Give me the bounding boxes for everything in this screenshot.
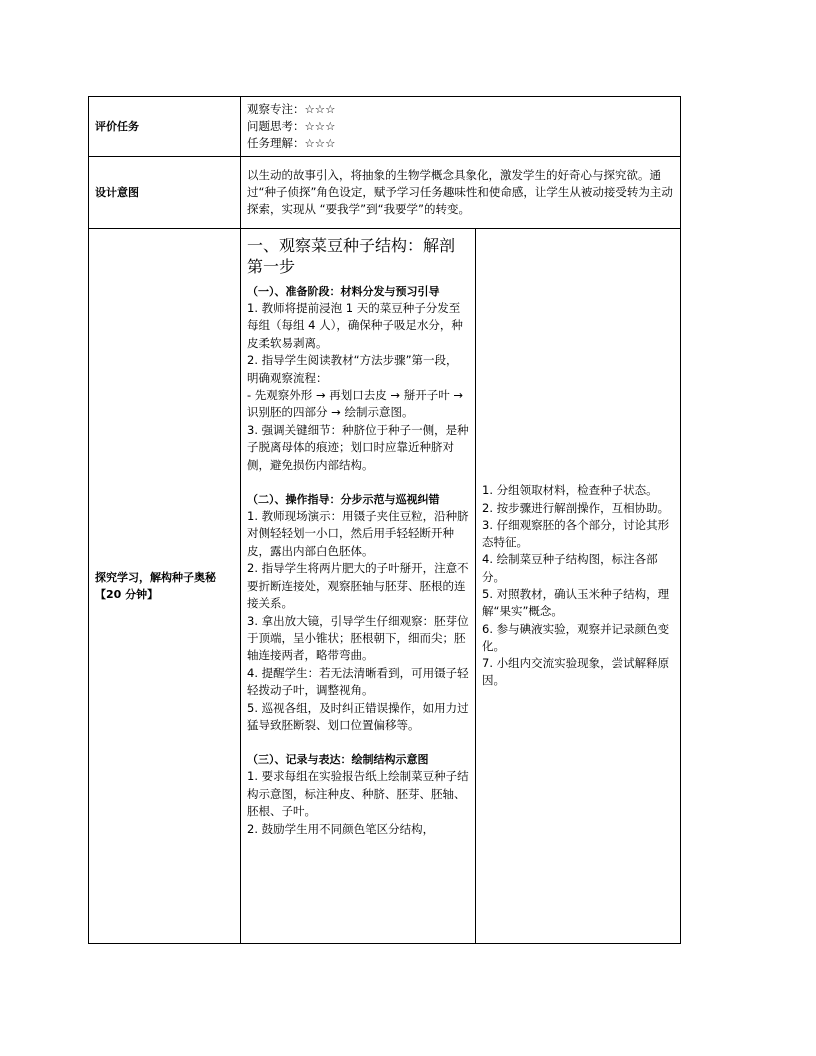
eval-item-understanding: 任务理解：☆☆☆ xyxy=(247,136,336,150)
record-item: 1. 要求每组在实验报告纸上绘制菜豆种子结构示意图，标注种皮、种脐、胚芽、胚轴、胚根、子叶。 xyxy=(247,769,469,819)
guide-item: 1. 教师现场演示：用镊子夹住豆粒，沿种脐对侧轻轻划一小口，然后用手轻轻断开种皮，露出内部白色胚体。 xyxy=(247,509,469,558)
lesson-plan-table xyxy=(88,96,681,944)
record-item: 2. 鼓励学生用不同颜色笔区分结构， xyxy=(247,821,435,836)
explore-row xyxy=(89,229,681,944)
explore-label: 探究学习，解构种子奥秘【20 分钟】 xyxy=(89,229,241,944)
guide-item: 4. 提醒学生：若无法清晰看到，可用镊子轻轻拨动子叶，调整视角。 xyxy=(247,665,469,698)
student-activity-item: 4. 绘制菜豆种子结构图，标注各部分。 xyxy=(482,552,658,584)
section-title: 一、观察菜豆种子结构：解剖第一步 xyxy=(247,236,456,276)
prep-item: 3. 强调关键细节：种脐位于种子一侧，是种子脱离母体的痕迹；划口时应靠近种脐对侧，避免损伤内部结构。 xyxy=(247,422,469,472)
guide-item: 2. 指导学生将两片肥大的子叶掰开，注意不要折断连接处，观察胚轴与胚芽、胚根的连接关系。 xyxy=(247,561,469,611)
student-activity-item: 2. 按步骤进行解剖操作，互相协助。 xyxy=(482,500,670,515)
design-text: 以生动的故事引入，将抽象的生物学概念具象化，激发学生的好奇心与探究欲。通过“种子侦探”角色设定，赋予学习任务趣味性和使命感，让学生从被动接受转为主动探索，实现从 “要我学”到“我要学”的转变。 xyxy=(241,157,681,229)
student-activity-item: 1. 分组领取材料，检查种子状态。 xyxy=(482,483,658,498)
student-activity-item: 7. 小组内交流实验现象，尝试解释原因。 xyxy=(482,656,670,688)
eval-item-thinking: 问题思考：☆☆☆ xyxy=(247,119,336,133)
eval-label: 评价任务 xyxy=(89,97,241,157)
guide-item: 3. 拿出放大镜，引导学生仔细观察：胚芽位于顶端，呈小锥状；胚根朝下，细而尖；胚轴连接两者，略带弯曲。 xyxy=(247,613,469,663)
prep-item: 1. 教师将提前浸泡 1 天的菜豆种子分发至每组（每组 4 人），确保种子吸足水分，种皮柔软易剥离。 xyxy=(247,301,463,350)
student-activity-item: 3. 仔细观察胚的各个部分，讨论其形态特征。 xyxy=(482,517,670,550)
prep-item: 2. 指导学生阅读教材“方法步骤”第一段，明确观察流程： xyxy=(247,353,458,385)
prep-item: - 先观察外形 → 再划口去皮 → 掰开子叶 → 识别胚的四部分 → 绘制示意图。 xyxy=(247,388,463,420)
student-activity-item: 5. 对照教材，确认玉米种子结构，理解“果实”概念。 xyxy=(482,587,670,619)
design-label: 设计意图 xyxy=(89,157,241,229)
teacher-activity-cell xyxy=(241,229,476,944)
paragraph-gap xyxy=(247,474,469,491)
eval-content xyxy=(241,97,681,157)
student-activity-cell xyxy=(476,229,681,944)
paragraph-gap xyxy=(247,734,469,751)
eval-item-observe: 观察专注：☆☆☆ xyxy=(247,102,336,116)
guide-item: 5. 巡视各组，及时纠正错误操作，如用力过猛导致胚断裂、划口位置偏移等。 xyxy=(247,700,469,732)
design-row xyxy=(89,157,681,229)
prep-title: （一）、准备阶段：材料分发与预习引导 xyxy=(247,285,440,298)
guide-title: （二）、操作指导：分步示范与巡视纠错 xyxy=(247,493,440,507)
eval-row xyxy=(89,97,681,157)
record-title: （三）、记录与表达：绘制结构示意图 xyxy=(247,753,429,767)
student-activity-item: 6. 参与碘液实验，观察并记录颜色变化。 xyxy=(482,621,670,653)
